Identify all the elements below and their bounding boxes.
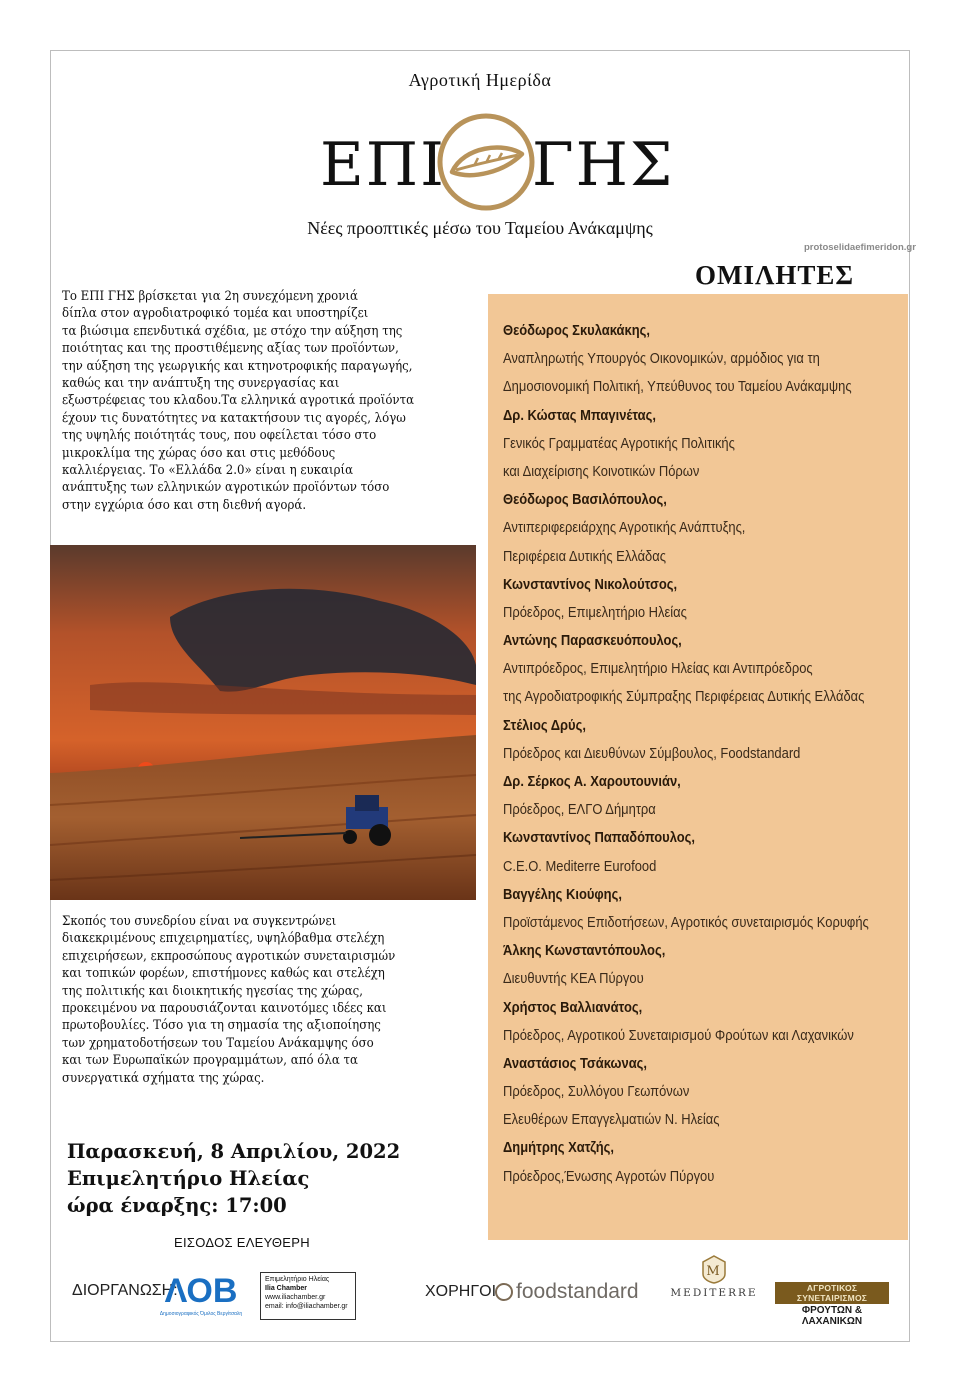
speaker-role: Πρόεδρος, ΕΛΓΟ Δήμητρα bbox=[503, 802, 656, 819]
event-time: ώρα έναρξης: 17:00 bbox=[67, 1194, 287, 1217]
coop-logo bbox=[775, 1282, 889, 1327]
mediterre-badge-letter: M bbox=[706, 1264, 722, 1279]
speaker-role: Δημοσιονομική Πολιτική, Υπεύθυνος του Ταμείου Ανάκαμψης bbox=[503, 379, 852, 396]
intro-line: έχουν τις δυνατότητες να κατακτήσουν τις αγορές, λόγω bbox=[62, 410, 406, 426]
speaker-name: Στέλιος Δρύς, bbox=[503, 717, 586, 734]
speaker-role: Πρόεδρος, Επιμελητήριο Ηλείας bbox=[503, 604, 687, 621]
intro-line: μικροκλίμα της χώρας όσο και στις μεθόδους bbox=[62, 445, 336, 461]
foodstandard-leaf-icon bbox=[495, 1283, 513, 1301]
speaker-role: Περιφέρεια Δυτικής Ελλάδας bbox=[503, 548, 667, 565]
foodstandard-text: foodstandard bbox=[516, 1280, 639, 1303]
purpose-line: επιχειρήσεων, εκπροσώπους αγροτικών συνεταιρισμών bbox=[62, 948, 396, 964]
source-watermark: protoselidaefimeridon.gr bbox=[804, 242, 916, 253]
speaker-name: Θεόδωρος Βασιλόπουλος, bbox=[503, 492, 667, 509]
tractor-sunset-photo bbox=[50, 545, 476, 900]
speaker-name: Βαγγέλης Κιούφης, bbox=[503, 886, 622, 903]
mediterre-crest-icon bbox=[699, 1254, 729, 1284]
speaker-role: Πρόεδρος, Συλλόγου Γεωπόνων bbox=[503, 1084, 690, 1101]
speaker-name: Κωνσταντίνος Παπαδόπουλος, bbox=[503, 830, 696, 847]
speaker-name: Δρ. Κώστας Μπαγινέτας, bbox=[503, 407, 656, 424]
speaker-role: Πρόεδρος,Ένωσης Αγροτών Πύργου bbox=[503, 1168, 715, 1185]
chamber-line-2: Ilia Chamber bbox=[265, 1285, 308, 1292]
coop-line-2: ΦΡΟΥΤΩΝ & ΛΑΧΑΝΙΚΩΝ bbox=[801, 1305, 863, 1327]
purpose-line: των χρηματοδοτήσεων του Ταμείου Ανάκαμψης όσο bbox=[62, 1035, 374, 1051]
purpose-paragraph bbox=[62, 913, 482, 1087]
intro-line: ανάπτυξης των ελληνικών αγροτικών προϊόντων τόσο bbox=[62, 480, 390, 496]
event-subtitle: Νέες προοπτικές μέσω του Ταμείου Ανάκαμψης bbox=[307, 218, 653, 238]
speaker-role: Αναπληρωτής Υπουργός Οικονομικών, αρμόδιος για τη bbox=[503, 351, 820, 368]
chamber-logo bbox=[260, 1272, 356, 1320]
speaker-name: Θεόδωρος Σκυλακάκης, bbox=[503, 323, 650, 339]
title-left-word: ΕΠΙ bbox=[320, 130, 446, 200]
purpose-line: προκειμένου να παρουσιάζονται καινοτόμες ιδέες και bbox=[62, 1001, 387, 1017]
intro-line: δίπλα στον αγροδιατροφικό τομέα και υποστηρίζει bbox=[62, 306, 369, 322]
speaker-role: Αντιπρόεδρος, Επιμελητήριο Ηλείας και Αντιπρόεδρος bbox=[503, 661, 813, 678]
speaker-name: Αναστάσιος Τσάκωνας, bbox=[503, 1055, 647, 1072]
speaker-role: Διευθυντής ΚΕΑ Πύργου bbox=[503, 971, 644, 988]
speaker-role: Αντιπεριφερειάρχης Αγροτικής Ανάπτυξης, bbox=[503, 520, 746, 537]
coop-line-1: ΑΓΡΟΤΙΚΟΣ ΣΥΝΕΤΑΙΡΙΣΜΟΣ bbox=[775, 1282, 889, 1304]
event-details bbox=[67, 1138, 400, 1219]
event-title bbox=[0, 108, 960, 208]
chamber-line-4: email: info@iliachamber.gr bbox=[265, 1303, 348, 1310]
intro-line: καλλιέργειας. Το «Ελλάδα 2.0» είναι η ευκαιρία bbox=[62, 463, 354, 479]
sponsors-label: ΧΟΡΗΓΟΙ bbox=[425, 1283, 497, 1300]
intro-line: της υψηλής ποιότητάς τους, που οφείλεται τόσο στο bbox=[62, 428, 377, 444]
purpose-line: και τοπικών φορέων, επιστήμονες καθώς και στελέχη bbox=[62, 966, 385, 982]
speaker-role: C.E.O. Mediterre Eurofood bbox=[503, 858, 657, 875]
speaker-role: Πρόεδρος, Αγροτικού Συνεταιρισμού Φρούτων και Λαχανικών bbox=[503, 1027, 854, 1044]
event-kicker: Αγροτική Ημερίδα bbox=[408, 70, 552, 90]
event-venue: Επιμελητήριο Ηλείας bbox=[67, 1167, 310, 1190]
speaker-name: Αντώνης Παρασκευόπουλος, bbox=[503, 633, 682, 650]
intro-line: τα βιώσιμα επενδυτικά σχέδια, με στόχο την αύξηση της bbox=[62, 323, 403, 339]
organizer-label: ΔΙΟΡΓΑΝΩΣΗ: bbox=[72, 1282, 178, 1299]
intro-line: Το ΕΠΙ ΓΗΣ βρίσκεται για 2η συνεχόμενη χρονιά bbox=[62, 289, 358, 304]
intro-line: εξωστρέφειας του κλαδου.Τα ελληνικά αγροτικά προϊόντα bbox=[62, 393, 415, 409]
speaker-role: Ελευθέρων Επαγγελματιών Ν. Ηλείας bbox=[503, 1112, 720, 1129]
purpose-line: διακεκριμένους επιχειρηματίες, υψηλόβαθμα στελέχη bbox=[62, 931, 385, 947]
purpose-line: Σκοπός του συνεδρίου είναι να συγκεντρώνει bbox=[62, 914, 337, 929]
speaker-name: Χρήστος Βαλλιανάτος, bbox=[503, 999, 643, 1016]
mediterre-logo bbox=[664, 1254, 764, 1299]
speaker-role: Προϊστάμενος Επιδοτήσεων, Αγροτικός συνεταιρισμός Κορυφής bbox=[503, 914, 869, 931]
speaker-name: Κωνσταντίνος Νικολούτσος, bbox=[503, 576, 678, 593]
lob-caption: Δημοσιογραφικός Όμιλος Βεργίτσαλη bbox=[160, 1311, 242, 1317]
leaf-circle-logo-icon bbox=[434, 110, 538, 214]
intro-line: ποιότητας και της προστιθέμενης αξίας των προϊόντων, bbox=[62, 341, 399, 357]
free-entry-notice: ΕΙΣΟΔΟΣ ΕΛΕΥΘΕΡΗ bbox=[174, 1235, 310, 1250]
speaker-name: Άλκης Κωνσταντόπουλος, bbox=[503, 943, 666, 960]
intro-line: στην εγχώρια όσο και στη διεθνή αγορά. bbox=[62, 497, 307, 513]
speaker-role: και Διαχείρισης Κοινοτικών Πόρων bbox=[503, 463, 700, 480]
intro-line: την αύξηση της γεωργικής και κτηνοτροφικής παραγωγής, bbox=[62, 358, 413, 374]
foodstandard-logo bbox=[495, 1280, 639, 1304]
mediterre-text: MEDITERRE bbox=[670, 1287, 758, 1299]
title-right-word: ΓΗΣ bbox=[532, 130, 675, 200]
speakers-heading: ΟΜΙΛΗΤΕΣ bbox=[695, 260, 855, 290]
lob-logo-text: ΛΟΒ bbox=[164, 1272, 238, 1310]
intro-paragraph bbox=[62, 288, 482, 514]
event-date: Παρασκευή, 8 Απριλίου, 2022 bbox=[67, 1140, 401, 1163]
speaker-name: Δημήτρης Χατζής, bbox=[503, 1140, 615, 1157]
speaker-role: Πρόεδρος και Διευθύνων Σύμβουλος, Foodstandard bbox=[503, 745, 801, 762]
speaker-name: Δρ. Σέρκος Α. Χαρουτουνιάν, bbox=[503, 774, 681, 790]
chamber-line-3: www.iliachamber.gr bbox=[265, 1294, 326, 1301]
lob-logo bbox=[160, 1268, 242, 1318]
purpose-line: πρωτοβουλίες. Τόσο για τη σημασία της αξιοποίησης bbox=[62, 1018, 381, 1034]
speakers-list bbox=[503, 317, 903, 1191]
speaker-role: της Αγροδιατροφικής Σύμπραξης Περιφέρειας Δυτικής Ελλάδας bbox=[503, 689, 865, 706]
purpose-line: συνεργατικά σχήματα της χώρας. bbox=[62, 1070, 265, 1086]
purpose-line: της πολιτικής και διοικητικής ηγεσίας της χώρας, bbox=[62, 983, 364, 999]
intro-line: καθώς και την ανάπτυξη της συνεργασίας και bbox=[62, 376, 340, 392]
chamber-line-1: Επιμελητήριο Ηλείας bbox=[265, 1276, 330, 1283]
purpose-line: και των Ευρωπαϊκών προγραμμάτων, από όλα τα bbox=[62, 1053, 359, 1069]
speaker-role: Γενικός Γραμματέας Αγροτικής Πολιτικής bbox=[503, 435, 735, 452]
